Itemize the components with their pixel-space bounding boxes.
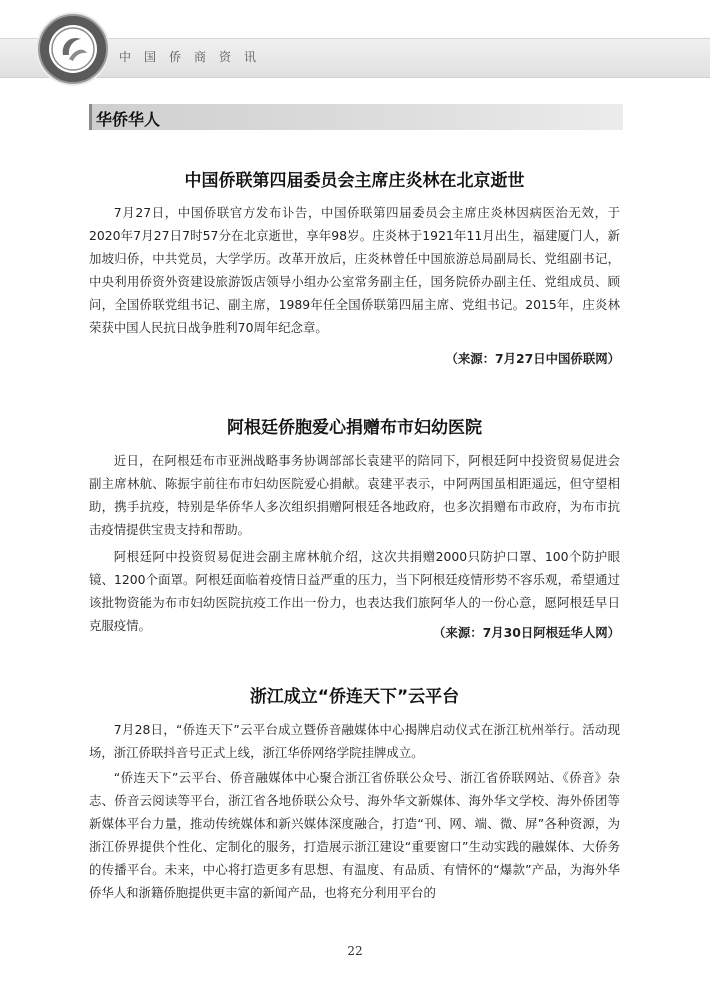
- article-1-source: （来源：7月27日中国侨联网）: [445, 351, 620, 366]
- article-3-title: 浙江成立“侨连天下”云平台: [249, 687, 460, 707]
- article-1-title: 中国侨联第四届委员会主席庄炎林在北京逝世: [184, 171, 525, 191]
- logo-mark-icon: [49, 25, 97, 73]
- article-1-paragraph-1: 7月27日，中国侨联官方发布讣告，中国侨联第四届委员会主席庄炎林因病医治无效，于2020年7月27日7时57分在北京逝世，享年98岁。庄炎林于1921年11月出生，福建厦门人，新加坡归侨，中共党员，大学学历。改革开放后，庄炎林曾任中国旅游总局副局长、党组副书记，中央利用侨资外资建设旅游饭店领导小组办公室常务副主任，国务院侨办副主任、党组成员、顾问，全国侨联党组书记、副主席，1989年任全国侨联第四届主席、党组书记。2015年，庄炎林荣获中国人民抗日战争胜利70周年纪念章。: [89, 205, 620, 335]
- article-2-paragraph-2: 阿根廷阿中投资贸易促进会副主席林航介绍，这次共捐赠2000只防护口罩、100个防护眼镜、1200个面罩。阿根廷面临着疫情日益严重的压力，当下阿根廷疫情形势不容乐观，希望通过该批物资能为布市妇幼医院抗疫工作出一份力，也表达我们旅阿华人的一份心意，愿阿根廷早日克服疫情。: [89, 549, 620, 633]
- federation-logo: [38, 14, 108, 84]
- section-title: 华侨华人: [96, 110, 161, 129]
- logo-emblem: [49, 25, 97, 73]
- article-2-title: 阿根廷侨胞爱心捐赠布市妇幼医院: [227, 418, 482, 438]
- section-header: [89, 104, 623, 130]
- article-3-paragraph-2: “侨连天下”云平台、侨音融媒体中心聚合浙江省侨联公众号、浙江省侨联网站、《侨音》杂志、侨音云阅读等平台，浙江省各地侨联公众号、海外华文新媒体、海外华文学校、海外侨团等新媒体平台力量，推动传统媒体和新兴媒体深度融合，打造“刊、网、端、微、屏”各种资源，为浙江侨界提供个性化、定制化的服务，打造展示浙江建设“重要窗口”生动实践的融媒体、大侨务的传播平台。未来，中心将打造更多有思想、有温度、有品质、有情怀的“爆款”产品，为海外华侨华人和浙籍侨胞提供更丰富的新闻产品，也将充分利用平台的: [89, 770, 620, 900]
- magazine-title: 中国侨商资讯: [119, 50, 270, 64]
- page-number: 22: [347, 944, 363, 958]
- article-2-source: （来源：7月30日阿根廷华人网）: [433, 625, 620, 640]
- article-2-paragraph-1: 近日，在阿根廷布市亚洲战略事务协调部部长袁建平的陪同下，阿根廷阿中投资贸易促进会副主席林航、陈振宇前往布市妇幼医院爱心捐献。袁建平表示，中阿两国虽相距遥远，但守望相助，携手抗疫，特别是华侨华人多次组织捐赠阿根廷各地政府，也多次捐赠布市政府，为布市抗击疫情提供宝贵支持和帮助。: [89, 453, 620, 537]
- article-3-paragraph-1: 7月28日，“侨连天下”云平台成立暨侨音融媒体中心揭牌启动仪式在浙江杭州举行。活动现场，浙江侨联抖音号正式上线，浙江华侨网络学院挂牌成立。: [89, 722, 620, 760]
